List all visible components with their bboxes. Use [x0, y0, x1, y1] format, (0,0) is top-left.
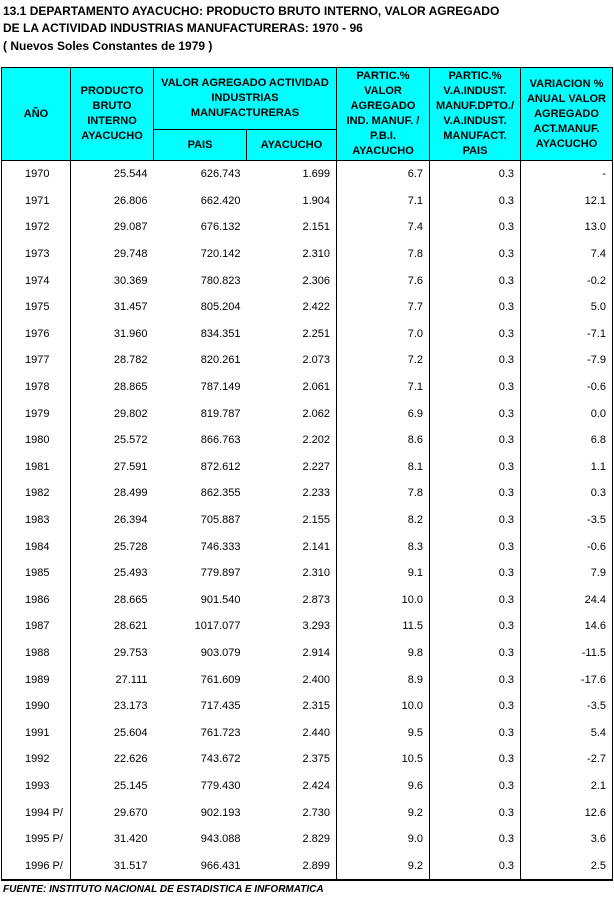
table-cell: 2.202	[247, 427, 337, 454]
table-cell: 0.3	[430, 161, 521, 188]
table-cell: 13.0	[584, 221, 606, 234]
table-cell: 0.3	[430, 400, 521, 427]
table-cell: 9.0	[337, 826, 430, 853]
table-cell: 743.672	[200, 753, 241, 766]
table-cell: 0.3	[430, 746, 521, 773]
table-cell: 0.3	[430, 347, 521, 374]
table-cell: -7.1	[587, 327, 606, 340]
table-row	[2, 374, 613, 401]
table-cell: 1986	[2, 587, 71, 614]
table-cell: 22.626	[113, 753, 148, 766]
table-cell: -2.7	[587, 753, 606, 766]
table-row	[2, 507, 613, 534]
table-cell: 2.440	[247, 719, 337, 746]
table-cell: 1975	[2, 294, 71, 321]
table-cell: 2.062	[247, 400, 337, 427]
table-row	[2, 454, 613, 481]
table-cell: 0.3	[430, 852, 521, 880]
table-cell: 8.6	[337, 427, 430, 454]
table-cell: 31.457	[113, 301, 148, 314]
table-cell: 676.132	[200, 221, 241, 234]
header-variacion: VARIACION % ANUAL VALOR AGREGADO ACT.MANUF. AYACUCHO	[521, 68, 613, 161]
table-cell: -11.5	[581, 646, 606, 659]
table-cell: 717.435	[200, 700, 241, 713]
table-cell: 0.3	[430, 719, 521, 746]
table-cell: 626.743	[200, 168, 241, 181]
table-cell: 7.4	[337, 214, 430, 241]
table-cell: 0.3	[430, 666, 521, 693]
table-cell: 25.572	[113, 434, 148, 447]
table-cell: 1.904	[247, 188, 337, 215]
table-body	[2, 161, 613, 881]
table-cell: 29.087	[113, 221, 148, 234]
header-year: AÑO	[2, 68, 71, 161]
report-subtitle: DE LA ACTIVIDAD INDUSTRIAS MANUFACTURERAS: 1970 - 96	[3, 21, 363, 35]
table-row	[2, 214, 613, 241]
table-cell: 1990	[2, 693, 71, 720]
table-cell: 1973	[2, 241, 71, 268]
table-cell: 0.3	[430, 640, 521, 667]
table-cell: -17.6	[580, 673, 606, 686]
table-cell: 0.3	[430, 321, 521, 348]
table-cell: 0.3	[430, 693, 521, 720]
table-cell: 6.9	[337, 400, 430, 427]
table-cell: 9.2	[337, 799, 430, 826]
table-cell: 820.261	[200, 354, 241, 367]
table-cell: 1970	[2, 161, 71, 188]
table-cell: 780.823	[200, 274, 241, 287]
table-cell: 2.914	[247, 640, 337, 667]
table-cell: 2.5	[521, 852, 613, 880]
table-cell: 761.609	[200, 673, 241, 686]
table-cell: 0.3	[430, 374, 521, 401]
table-cell: 9.2	[337, 852, 430, 880]
table-cell: 28.499	[113, 487, 148, 500]
table-cell: 7.0	[337, 321, 430, 348]
table-cell: 31.517	[71, 852, 154, 880]
table-cell: 2.829	[247, 826, 337, 853]
source-note: FUENTE: INSTITUTO NACIONAL DE ESTADISTICA E INFORMATICA	[3, 884, 324, 895]
report-title: 13.1 DEPARTAMENTO AYACUCHO: PRODUCTO BRUTO INTERNO, VALOR AGREGADO	[3, 4, 500, 18]
table-cell: 8.9	[337, 666, 430, 693]
report-units: ( Nuevos Soles Constantes de 1979 )	[3, 39, 213, 53]
table-cell: 1993	[2, 773, 71, 800]
table-cell: 0.0	[590, 407, 606, 420]
table-cell: 746.333	[200, 540, 241, 553]
table-row	[2, 321, 613, 348]
table-cell: -0.6	[587, 540, 606, 553]
header-pais: PAIS	[154, 130, 247, 161]
table-cell: 0.3	[430, 533, 521, 560]
table-cell: 0.3	[590, 487, 606, 500]
table-cell: 0.3	[430, 267, 521, 294]
table-cell: 1989	[2, 666, 71, 693]
header-partic-pbi: PARTIC.% VALOR AGREGADO IND. MANUF. / P.B.I. AYACUCHO	[337, 68, 430, 161]
table-row	[2, 666, 613, 693]
table-cell: 2.151	[247, 214, 337, 241]
table-cell: -0.6	[587, 381, 606, 394]
table-cell: 2.899	[247, 852, 337, 880]
table-cell: 9.6	[337, 773, 430, 800]
table-cell: 28.621	[113, 620, 148, 633]
table-cell: 25.604	[113, 726, 148, 739]
table-cell: 5.4	[590, 726, 606, 739]
table-cell: 10.5	[337, 746, 430, 773]
table-cell: 14.6	[584, 620, 606, 633]
table-cell: 901.540	[200, 593, 241, 606]
table-cell: 779.897	[200, 567, 241, 580]
table-cell: 0.3	[430, 587, 521, 614]
table-cell: 0.3	[430, 480, 521, 507]
table-cell: 2.375	[247, 746, 337, 773]
table-cell: 30.369	[113, 274, 148, 287]
table-row	[2, 693, 613, 720]
table-cell: 10.0	[337, 693, 430, 720]
table-cell: -	[602, 168, 606, 181]
table-cell: 0.3	[430, 214, 521, 241]
table-cell: 5.0	[590, 301, 606, 314]
table-cell: 24.4	[584, 593, 606, 606]
table-cell: -3.5	[587, 514, 606, 527]
table-row	[2, 799, 613, 826]
table-cell: 2.310	[247, 560, 337, 587]
table-cell: 779.430	[200, 779, 241, 792]
table-cell: 7.6	[337, 267, 430, 294]
table-cell: 25.544	[113, 168, 148, 181]
table-row	[2, 161, 613, 188]
table-cell: 1996 P/	[2, 852, 71, 880]
table-cell: 1972	[2, 214, 71, 241]
table-cell: 29.753	[113, 646, 148, 659]
table-cell: 9.8	[337, 640, 430, 667]
table-cell: 720.142	[200, 248, 241, 261]
table-cell: 2.310	[247, 241, 337, 268]
table-cell: 8.1	[337, 454, 430, 481]
table-cell: 1.699	[247, 161, 337, 188]
table-cell: 23.173	[113, 700, 148, 713]
table-cell: 2.315	[247, 693, 337, 720]
table-cell: 7.4	[590, 248, 606, 261]
table-cell: 0.3	[430, 773, 521, 800]
table-cell: 12.1	[584, 194, 606, 207]
table-cell: 7.1	[337, 374, 430, 401]
table-cell: 27.591	[113, 460, 148, 473]
table-cell: 1983	[2, 507, 71, 534]
table-cell: 2.873	[247, 587, 337, 614]
table-row	[2, 560, 613, 587]
table-cell: 3.293	[247, 613, 337, 640]
table-cell: 7.2	[337, 347, 430, 374]
table-cell: 1987	[2, 613, 71, 640]
table-row	[2, 347, 613, 374]
table-cell: 11.5	[337, 613, 430, 640]
table-cell: 9.5	[337, 719, 430, 746]
table-cell: 2.233	[247, 480, 337, 507]
table-cell: 902.193	[200, 806, 241, 819]
table-cell: 1982	[2, 480, 71, 507]
table-cell: 0.3	[430, 188, 521, 215]
table-cell: 0.3	[430, 454, 521, 481]
table-cell: 27.111	[115, 673, 148, 686]
table-cell: 2.422	[247, 294, 337, 321]
table-cell: 2.227	[247, 454, 337, 481]
table-cell: 662.420	[200, 194, 241, 207]
table-cell: 819.787	[200, 407, 241, 420]
table-cell: 12.6	[584, 806, 606, 819]
table-cell: 0.3	[430, 427, 521, 454]
table-cell: 31.420	[113, 833, 148, 846]
header-ayacucho: AYACUCHO	[247, 130, 337, 161]
table-cell: 1979	[2, 400, 71, 427]
header-pbi: PRODUCTO BRUTO INTERNO AYACUCHO	[71, 68, 154, 161]
table-cell: 787.149	[200, 381, 241, 394]
table-cell: 1.1	[590, 460, 606, 473]
table-cell: 2.073	[247, 347, 337, 374]
table-row	[2, 241, 613, 268]
table-cell: 903.079	[200, 646, 241, 659]
table-cell: -0.2	[587, 274, 606, 287]
table-cell: 1984	[2, 533, 71, 560]
table-cell: 834.351	[200, 327, 241, 340]
table-cell: 1981	[2, 454, 71, 481]
table-cell: 3.6	[590, 833, 606, 846]
table-cell: 0.3	[430, 241, 521, 268]
table-cell: 25.493	[113, 567, 148, 580]
table-row	[2, 773, 613, 800]
table-cell: 761.723	[200, 726, 241, 739]
table-cell: 1994 P/	[2, 799, 71, 826]
table-cell: 6.8	[590, 434, 606, 447]
table-cell: 26.394	[113, 514, 148, 527]
table-row	[2, 188, 613, 215]
table-cell: 1991	[2, 719, 71, 746]
table-cell: 8.2	[337, 507, 430, 534]
table-cell: 7.7	[337, 294, 430, 321]
table-cell: 1995 P/	[2, 826, 71, 853]
table-cell: 1985	[2, 560, 71, 587]
table-cell: 28.665	[113, 593, 148, 606]
table-row	[2, 719, 613, 746]
table-cell: 943.088	[200, 833, 241, 846]
table-cell: 862.355	[200, 487, 241, 500]
table-cell: 29.670	[113, 806, 148, 819]
table-cell: 6.7	[337, 161, 430, 188]
table-cell: 2.730	[247, 799, 337, 826]
header-partic-pais: PARTIC.% V.A.INDUST. MANUF.DPTO./ V.A.INDUST. MANUFACT. PAIS	[430, 68, 521, 161]
table-cell: 705.887	[200, 514, 241, 527]
table-cell: 1988	[2, 640, 71, 667]
table-cell: 2.400	[247, 666, 337, 693]
table-cell: 29.748	[113, 248, 148, 261]
table-row	[2, 746, 613, 773]
table-cell: 1977	[2, 347, 71, 374]
table-cell: 2.061	[247, 374, 337, 401]
header-valor-agregado: VALOR AGREGADO ACTIVIDAD INDUSTRIAS MANUFACTURERAS	[154, 68, 337, 130]
table-cell: 2.306	[247, 267, 337, 294]
table-cell: 8.3	[337, 533, 430, 560]
table-cell: 1980	[2, 427, 71, 454]
table-row	[2, 267, 613, 294]
table-row	[2, 480, 613, 507]
table-cell: -7.9	[587, 354, 606, 367]
table-cell: 966.431	[154, 852, 247, 880]
table-cell: 0.3	[430, 294, 521, 321]
table-cell: 1992	[2, 746, 71, 773]
data-table	[1, 67, 613, 881]
table-cell: 1974	[2, 267, 71, 294]
table-row	[2, 294, 613, 321]
table-cell: 1978	[2, 374, 71, 401]
table-cell: 31.960	[113, 327, 148, 340]
table-cell: 1976	[2, 321, 71, 348]
table-row	[2, 826, 613, 853]
table-cell: 872.612	[200, 460, 241, 473]
table-cell: 7.8	[337, 241, 430, 268]
table-cell: 1971	[2, 188, 71, 215]
table-cell: 29.802	[113, 407, 148, 420]
table-row	[2, 852, 613, 880]
table-cell: -3.5	[587, 700, 606, 713]
table-cell: 0.3	[430, 799, 521, 826]
table-cell: 0.3	[430, 613, 521, 640]
table-cell: 0.3	[430, 507, 521, 534]
table-cell: 1017.077	[194, 620, 241, 633]
table-cell: 2.141	[247, 533, 337, 560]
table-cell: 7.9	[590, 567, 606, 580]
table-row	[2, 613, 613, 640]
table-cell: 0.3	[430, 560, 521, 587]
table-cell: 2.155	[247, 507, 337, 534]
table-cell: 2.1	[590, 779, 606, 792]
table-cell: 9.1	[337, 560, 430, 587]
table-cell: 10.0	[337, 587, 430, 614]
table-row	[2, 587, 613, 614]
table-row	[2, 640, 613, 667]
table-row	[2, 533, 613, 560]
table-row	[2, 427, 613, 454]
table-cell: 25.728	[113, 540, 148, 553]
table-cell: 25.145	[113, 779, 148, 792]
table-cell: 2.251	[247, 321, 337, 348]
table-cell: 28.782	[113, 354, 148, 367]
table-row	[2, 400, 613, 427]
table-cell: 2.424	[247, 773, 337, 800]
table-cell: 28.865	[113, 381, 148, 394]
table-cell: 7.1	[337, 188, 430, 215]
table-cell: 26.806	[113, 194, 148, 207]
table-cell: 0.3	[430, 826, 521, 853]
table-cell: 805.204	[200, 301, 241, 314]
table-cell: 866.763	[200, 434, 241, 447]
table-cell: 7.8	[337, 480, 430, 507]
